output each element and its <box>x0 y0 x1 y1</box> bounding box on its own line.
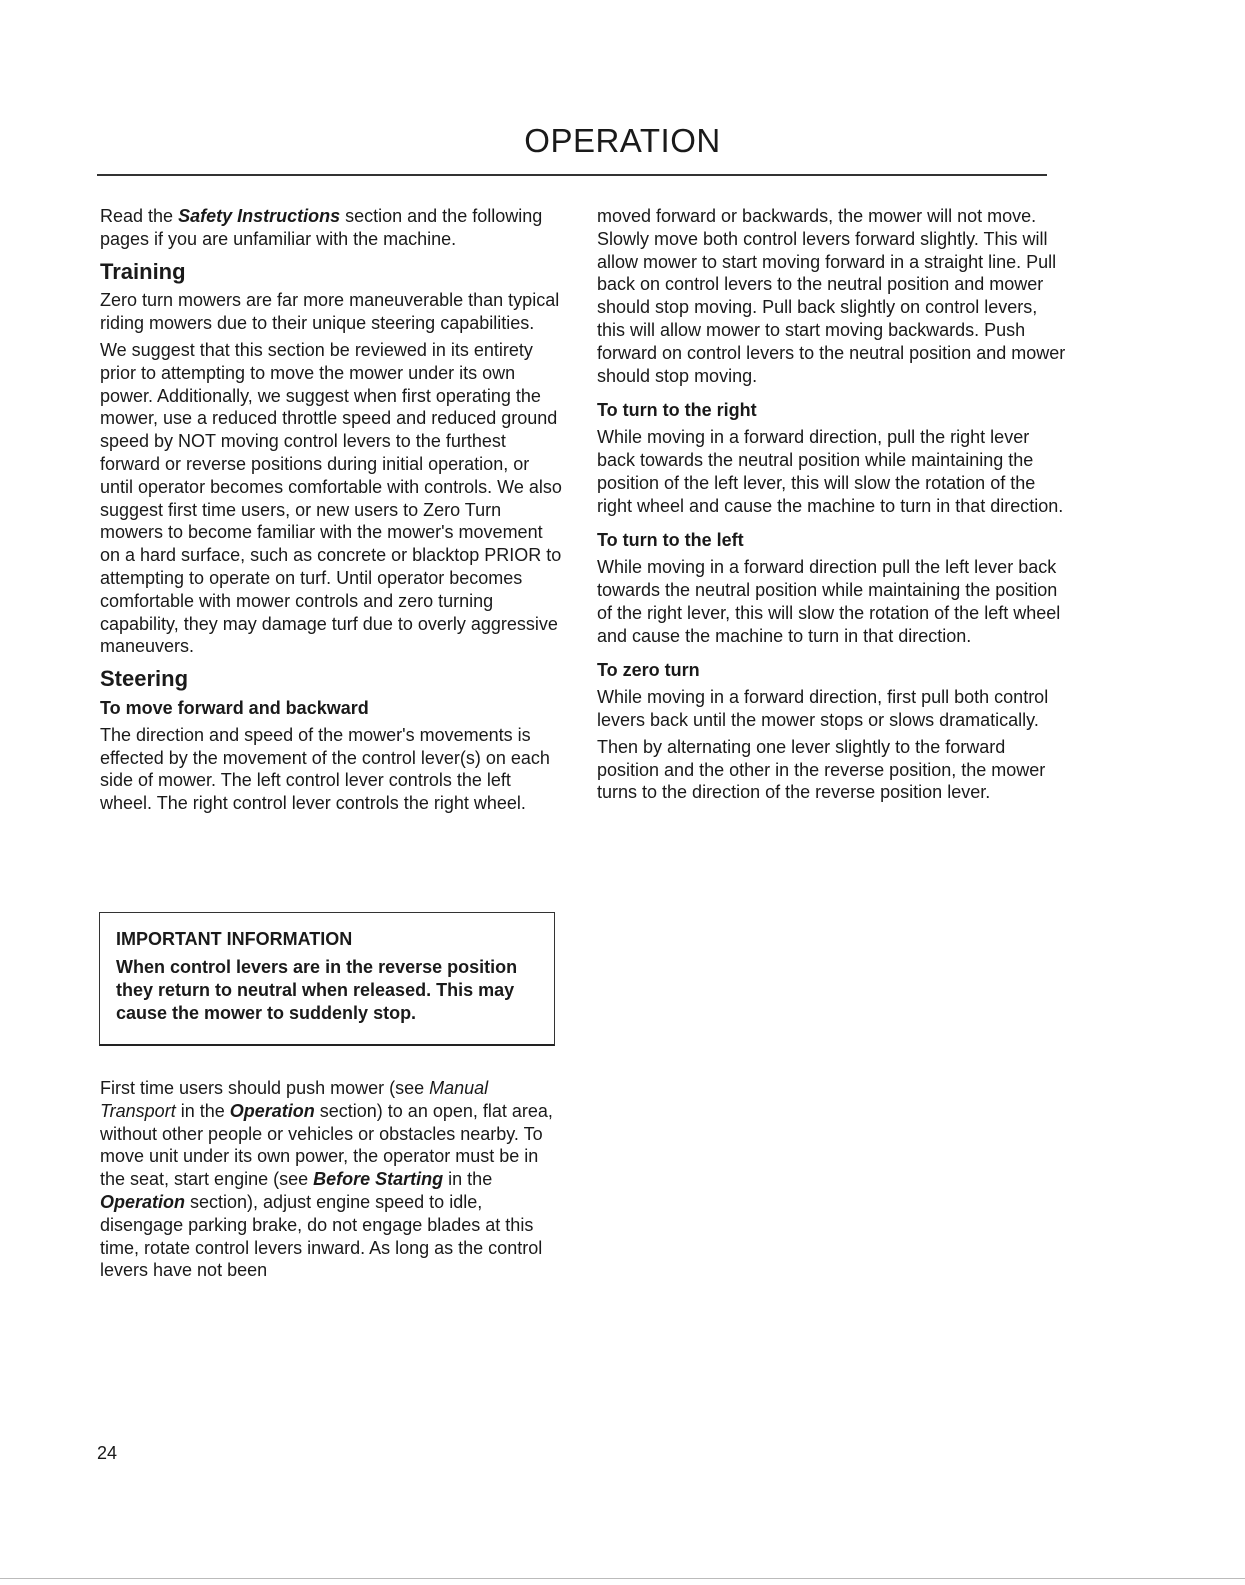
title-divider <box>97 174 1047 176</box>
important-information-text: When control levers are in the reverse position they return to neutral when released. This may cause the mower to suddenly stop. <box>116 957 518 1023</box>
training-paragraph-1: Zero turn mowers are far more maneuverable than typical riding mowers due to their unique steering capabilities. <box>100 290 560 334</box>
turn-left-heading: To turn to the left <box>597 530 744 551</box>
first-time-text-3: section) to an open, flat area, without other people or vehicles or obstacles nearby. To move unit under its own power, the operator must be in the seat, start engine (see <box>100 1100 553 1190</box>
continued-paragraph: moved forward or backwards, the mower will not move. Slowly move both control levers forward slightly. This will allow mower to start moving forward in a straight line. Pull back on control levers to the neutral position and mower should stop moving. Pull back slightly on control levers, this will allow mower to start moving backwards. Push forward on control levers to the neutral position and mower should stop moving. <box>597 206 1066 386</box>
forward-backward-heading: To move forward and backward <box>100 697 369 718</box>
first-time-text-2: in the <box>175 1100 230 1121</box>
bottom-edge-line <box>0 1578 1245 1579</box>
operation-ref-1: Operation <box>229 1100 315 1121</box>
page-title: OPERATION <box>524 122 721 159</box>
turn-right-heading: To turn to the right <box>597 400 757 421</box>
first-time-users-paragraph <box>100 1077 565 1282</box>
before-starting-ref: Before Starting <box>313 1169 444 1190</box>
page-number: 24 <box>97 1443 118 1463</box>
safety-instructions-ref: Safety Instructions <box>178 206 341 226</box>
right-column <box>597 205 1067 808</box>
training-paragraph-2: We suggest that this section be reviewed in its entirety prior to attempting to move the mower under its own power. Additionally, we suggest when first operating the mower, use a reduced throttle speed and reduced ground speed by NOT moving control levers to the furthest forward or reverse positions during initial operation, or until operator becomes comfortable with controls. We also suggest first time users, or new users to Zero Turn mowers to become familiar with the mower's movement on a hard surface, such as concrete or blacktop PRIOR to attempting to operate on turf. Until operator becomes comfortable with mower controls and zero turning capability, they may damage turf due to overly aggressive maneuvers. <box>100 339 562 657</box>
zero-turn-paragraph-1: While moving in a forward direction, first pull both control levers back until the mower stops or slows dramatically. <box>597 687 1049 730</box>
turn-right-paragraph: While moving in a forward direction, pull the right lever back towards the neutral position while maintaining the position of the left lever, this will slow the rotation of the right wheel and cause the machine to turn in that direction. <box>597 427 1064 516</box>
first-time-text-5: section), adjust engine speed to idle, disengage parking brake, do not engage blades at this time, rotate control levers inward. As long as the control levers have not been <box>100 1191 543 1281</box>
manual-transport-ref: Manual Transport <box>100 1078 489 1121</box>
first-time-text-1: First time users should push mower (see <box>100 1078 430 1098</box>
turn-left-paragraph: While moving in a forward direction pull the left lever back towards the neutral position while maintaining the position of the right lever, this will slow the rotation of the left wheel and cause the machine to turn in that direction. <box>597 557 1061 646</box>
steering-heading: Steering <box>100 666 189 692</box>
zero-turn-heading: To zero turn <box>597 660 700 681</box>
intro-text-2: section and the following pages if you are unfamiliar with the machine. <box>100 206 543 249</box>
forward-backward-paragraph: The direction and speed of the mower's movements is effected by the movement of the control lever(s) on each side of mower. The left control lever controls the left wheel. The right control lever controls the right wheel. <box>100 724 550 814</box>
operation-ref-2: Operation <box>100 1191 186 1212</box>
important-information-box <box>99 912 555 1046</box>
first-time-text-4: in the <box>443 1169 493 1190</box>
intro-paragraph <box>100 205 565 251</box>
bottom-left-column <box>100 1077 565 1286</box>
training-heading: Training <box>100 258 186 284</box>
zero-turn-paragraph-2: Then by alternating one lever slightly to the forward position and the other in the reverse position, the mower turns to the direction of the reverse position lever. <box>597 736 1046 803</box>
important-information-heading: IMPORTANT INFORMATION <box>116 929 353 949</box>
intro-text-1: Read the <box>100 206 179 226</box>
left-column <box>100 205 565 819</box>
